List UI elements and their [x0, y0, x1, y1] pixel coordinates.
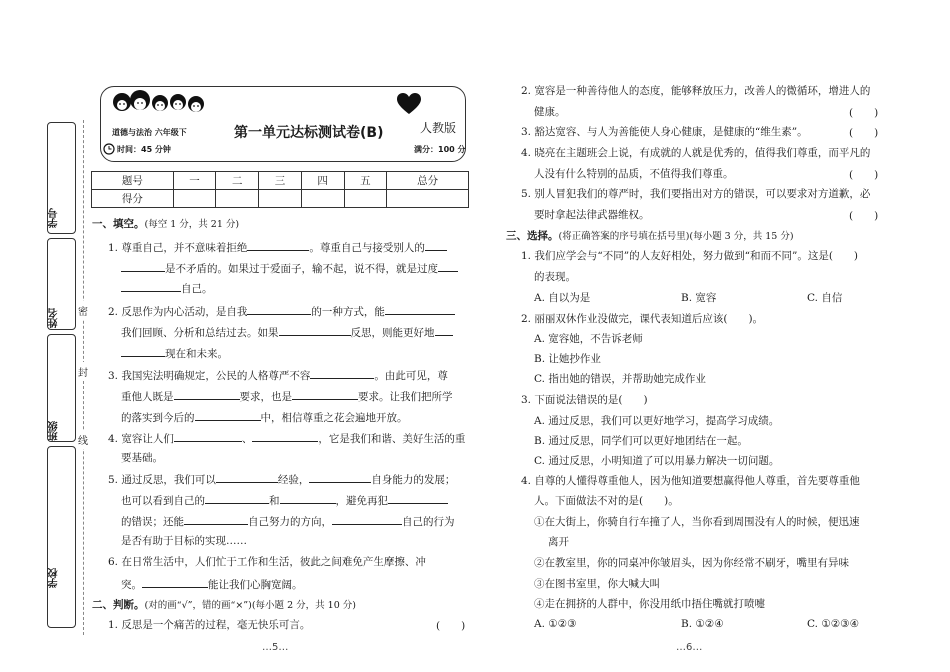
question-text: 中，相信尊重之花会遍地开放。: [260, 412, 408, 424]
fill-line: [108, 471, 455, 488]
subject-grade: 道德与法治 六年级下: [112, 128, 187, 137]
answer-blank[interactable]: [310, 367, 374, 379]
section-2-note: (对的画“√”，错的画“×”)(每小题 2 分，共 10 分): [144, 600, 356, 611]
student-name-label: 姓名: [49, 308, 60, 328]
answer-paren[interactable]: ( ): [436, 620, 466, 632]
question-text: 也可以看到自己的: [121, 495, 205, 507]
fill-line: [108, 430, 465, 447]
question-number: 4.: [521, 147, 532, 159]
answer-blank[interactable]: [121, 280, 181, 292]
seal-char: 密: [78, 301, 88, 320]
section-3-note: (将正确答案的序号填在括号里)(每小题 3 分，共 15 分): [558, 231, 794, 242]
option-b[interactable]: B. 让她抄作业: [534, 353, 601, 365]
fill-line: [121, 492, 448, 509]
answer-blank[interactable]: [435, 324, 453, 336]
question-number: 5.: [108, 474, 119, 486]
full-score: 满分：100 分: [414, 145, 466, 154]
school-label: 学校: [49, 568, 60, 588]
section-3-heading: [506, 229, 794, 244]
page-number-left: …5…: [262, 642, 289, 653]
question-number: 3.: [108, 370, 119, 382]
answer-paren[interactable]: ( ): [849, 127, 879, 139]
fill-line: [121, 324, 453, 341]
question-text: 晓亮在主题班会上说，有成就的人就是优秀的，值得我们尊重，而平凡的: [534, 147, 871, 159]
question-text: 自己。: [181, 283, 213, 295]
judge-item: [521, 125, 808, 140]
fill-line: [121, 513, 455, 530]
choice-stem-cont: 人。下面做法不对的是( )。: [534, 495, 679, 507]
question-text: 。尊重自己与接受别人的: [309, 242, 425, 254]
judge-item-cont: 要时拿起法律武器维权。: [534, 209, 650, 221]
question-text: 经验，: [277, 474, 310, 486]
option-c[interactable]: C. ①②③④: [807, 618, 859, 630]
answer-blank[interactable]: [385, 303, 455, 315]
choice-stem: 3. 下面说法错误的是( ): [521, 394, 648, 406]
question-number: 5.: [521, 188, 532, 200]
question-number: 6.: [108, 556, 119, 568]
question-text: 要求。让我们把所学: [358, 391, 453, 403]
score-header-cell: 五: [344, 172, 387, 190]
answer-blank[interactable]: [184, 513, 248, 525]
question-text: 要基础。: [121, 452, 163, 464]
option-c[interactable]: C. 自信: [807, 292, 843, 304]
answer-blank[interactable]: [121, 345, 165, 357]
question-text: 反思，则能更好地: [350, 327, 435, 339]
question-text: 是否有助于目标的实现……: [121, 535, 247, 547]
question-text: 和: [269, 495, 280, 507]
question-text: 宽容让人们: [121, 433, 174, 445]
option-b[interactable]: B. ①②④: [681, 618, 724, 630]
answer-blank[interactable]: [205, 492, 269, 504]
choice-stem: 4. 自尊的人懂得尊重他人，因为他知道要想赢得他人尊重，首先要尊重他: [521, 475, 860, 487]
question-number: 2.: [521, 85, 532, 97]
question-text: 在日常生活中，人们忙于工作和生活，彼此之间难免产生摩擦、冲: [121, 556, 426, 568]
question-text: ，它是我们和谐、美好生活的重: [318, 433, 466, 445]
score-cell[interactable]: [387, 190, 469, 208]
question-text: 豁达宽容、与人为善能使人身心健康，是健康的“维生素”。: [534, 126, 808, 138]
section-1-note: (每空 1 分，共 21 分): [144, 219, 240, 230]
choice-stem: 2. 丽丽双休作业没做完，课代表知道后应该( )。: [521, 313, 764, 325]
option-a[interactable]: A. 宽容她，不告诉老师: [534, 333, 643, 345]
judge-item-cont: 人没有什么特别的品质，不值得我们尊重。: [534, 168, 734, 180]
question-text: 是不矛盾的。如果过于爱面子，输不起，说不得，就是过度: [165, 263, 438, 275]
score-table-row: [92, 190, 469, 208]
page-number-right: …6…: [676, 642, 703, 653]
statement-1-cont: 离开: [548, 536, 569, 548]
edition-label: 人教版: [420, 121, 457, 135]
option-b[interactable]: B. 通过反思，同学们可以更好地团结在一起。: [534, 435, 748, 447]
answer-blank[interactable]: [174, 388, 240, 400]
question-text: 自身能力的发展；: [371, 474, 456, 486]
answer-blank[interactable]: [388, 492, 448, 504]
answer-blank[interactable]: [438, 260, 458, 272]
score-cell[interactable]: [173, 190, 216, 208]
question-text: 通过反思，我们可以: [121, 474, 216, 486]
question-text: 重他人既是: [121, 391, 174, 403]
fill-line: [121, 576, 303, 593]
score-header-cell: 一: [173, 172, 216, 190]
question-text: 。由此可见，尊: [374, 370, 448, 382]
score-row-label: 得分: [92, 190, 174, 208]
option-a[interactable]: A. 通过反思，我们可以更好地学习，提高学习成绩。: [534, 415, 780, 427]
answer-blank[interactable]: [247, 303, 311, 315]
statement-2: ②在教室里，你的同桌冲你皱眉头，因为你经常不刷牙，嘴里有异味: [534, 557, 849, 569]
fill-line: [121, 388, 453, 405]
answer-paren[interactable]: ( ): [849, 107, 879, 119]
statement-1: ①在大街上，你骑自行车撞了人，当你看到周围没有人的时候，便迅速: [534, 516, 860, 528]
score-table: [91, 171, 469, 208]
score-header-cell: 四: [301, 172, 344, 190]
class-label: 班级: [49, 421, 60, 441]
fill-line: [108, 239, 447, 256]
score-cell[interactable]: [344, 190, 387, 208]
score-table-header-row: [92, 172, 469, 190]
question-text: 反思是一个痛苦的过程，毫无快乐可言。: [121, 619, 311, 631]
question-text: 突。: [121, 579, 142, 591]
question-text: 的落实到今后的: [121, 412, 195, 424]
option-c[interactable]: C. 通过反思，小明知道了可以用暴力解决一切问题。: [534, 455, 780, 467]
score-header-cell: 三: [259, 172, 302, 190]
question-text: 要求，也是: [239, 391, 292, 403]
cartoon-kids-icon: [108, 88, 208, 118]
fill-line: [121, 534, 247, 549]
question-text: 别人冒犯我们的尊严时，我们要指出对方的错误，可以要求对方道歉，必: [534, 188, 871, 200]
question-text: 我国宪法明确规定，公民的人格尊严不容: [121, 370, 311, 382]
option-a[interactable]: A. 自以为是: [534, 292, 591, 304]
section-2-title: 二、判断。: [92, 599, 145, 611]
answer-blank[interactable]: [280, 492, 336, 504]
page-title: 第一单元达标测试卷(B): [234, 125, 384, 141]
answer-paren[interactable]: ( ): [849, 169, 879, 181]
question-number: 3.: [521, 126, 532, 138]
judge-item: [521, 84, 870, 99]
section-3-title: 三、选择。: [506, 230, 559, 242]
answer-blank[interactable]: [279, 324, 351, 336]
answer-blank[interactable]: [252, 430, 318, 442]
statement-3: ③在图书室里，你大喊大叫: [534, 578, 660, 590]
question-text: 我们回顾、分析和总结过去。如果: [121, 327, 279, 339]
answer-blank[interactable]: [425, 239, 447, 251]
statement-4: ④走在拥挤的人群中，你没用纸巾捂住嘴就打喷嚏: [534, 598, 765, 610]
question-number: 1.: [108, 619, 119, 631]
answer-blank[interactable]: [309, 471, 371, 483]
choice-stem: 1. 我们应学会与“不同”的人友好相处，努力做到“和而不同”。这是( ): [521, 250, 859, 262]
question-number: 1.: [108, 242, 119, 254]
question-text: 自己的行为: [402, 516, 455, 528]
sidebar-field-box: [47, 446, 76, 628]
fill-line: [121, 345, 228, 362]
question-text: 能让我们心胸宽阔。: [208, 579, 303, 591]
heart-icon: [396, 92, 422, 116]
section-1-title: 一、填空。: [92, 218, 145, 230]
score-header-cell: 题号: [92, 172, 174, 190]
question-text: 、: [241, 433, 253, 445]
fill-line: [121, 409, 408, 426]
question-number: 2.: [108, 306, 119, 318]
answer-blank[interactable]: [292, 388, 358, 400]
question-text: 的错误；还能: [121, 516, 184, 528]
answer-blank[interactable]: [216, 471, 278, 483]
answer-blank[interactable]: [195, 409, 261, 421]
fill-line: [121, 280, 213, 297]
question-text: 尊重自己，并不意味着拒绝: [121, 242, 248, 254]
score-header-cell: 总分: [387, 172, 469, 190]
score-cell[interactable]: [301, 190, 344, 208]
section-1-heading: [92, 217, 239, 232]
option-c[interactable]: C. 指出她的错误，并帮助她完成作业: [534, 373, 706, 385]
score-header-cell: 二: [216, 172, 259, 190]
section-2-heading: [92, 598, 356, 613]
seal-char: 线: [78, 430, 88, 449]
option-a[interactable]: A. ①②③: [534, 618, 577, 630]
answer-blank[interactable]: [174, 430, 242, 442]
score-cell[interactable]: [216, 190, 259, 208]
seal-char: 封: [78, 362, 88, 381]
question-text: 宽容是一种善待他人的态度，能够释放压力，改善人的微循环，增进人的: [534, 85, 871, 97]
judge-item: [108, 618, 310, 633]
choice-stem-cont: 的表现。: [534, 271, 576, 283]
exam-time: 时间：45 分钟: [117, 145, 171, 154]
question-text: ，避免再犯: [335, 495, 388, 507]
question-text: 自己努力的方向，: [248, 516, 332, 528]
question-number: 4.: [108, 433, 119, 445]
fill-line: [108, 555, 426, 570]
fill-line: [108, 303, 455, 320]
answer-paren[interactable]: ( ): [849, 210, 879, 222]
score-cell[interactable]: [259, 190, 302, 208]
fill-line: [121, 260, 458, 277]
question-text: 的一种方式，能: [311, 306, 385, 318]
answer-blank[interactable]: [332, 513, 402, 525]
student-number-label: 学号: [49, 208, 60, 228]
judge-item: [521, 146, 870, 161]
question-text: 反思作为内心活动，是自我: [121, 306, 248, 318]
question-text: 现在和未来。: [165, 348, 228, 360]
answer-blank[interactable]: [247, 239, 309, 251]
option-b[interactable]: B. 宽容: [681, 292, 717, 304]
clock-icon: [103, 143, 115, 155]
fill-line: [108, 367, 448, 384]
answer-blank[interactable]: [121, 260, 165, 272]
judge-item: [521, 187, 870, 202]
fill-line: [121, 451, 163, 466]
judge-item-cont: 健康。: [534, 106, 566, 118]
answer-blank[interactable]: [142, 576, 208, 588]
